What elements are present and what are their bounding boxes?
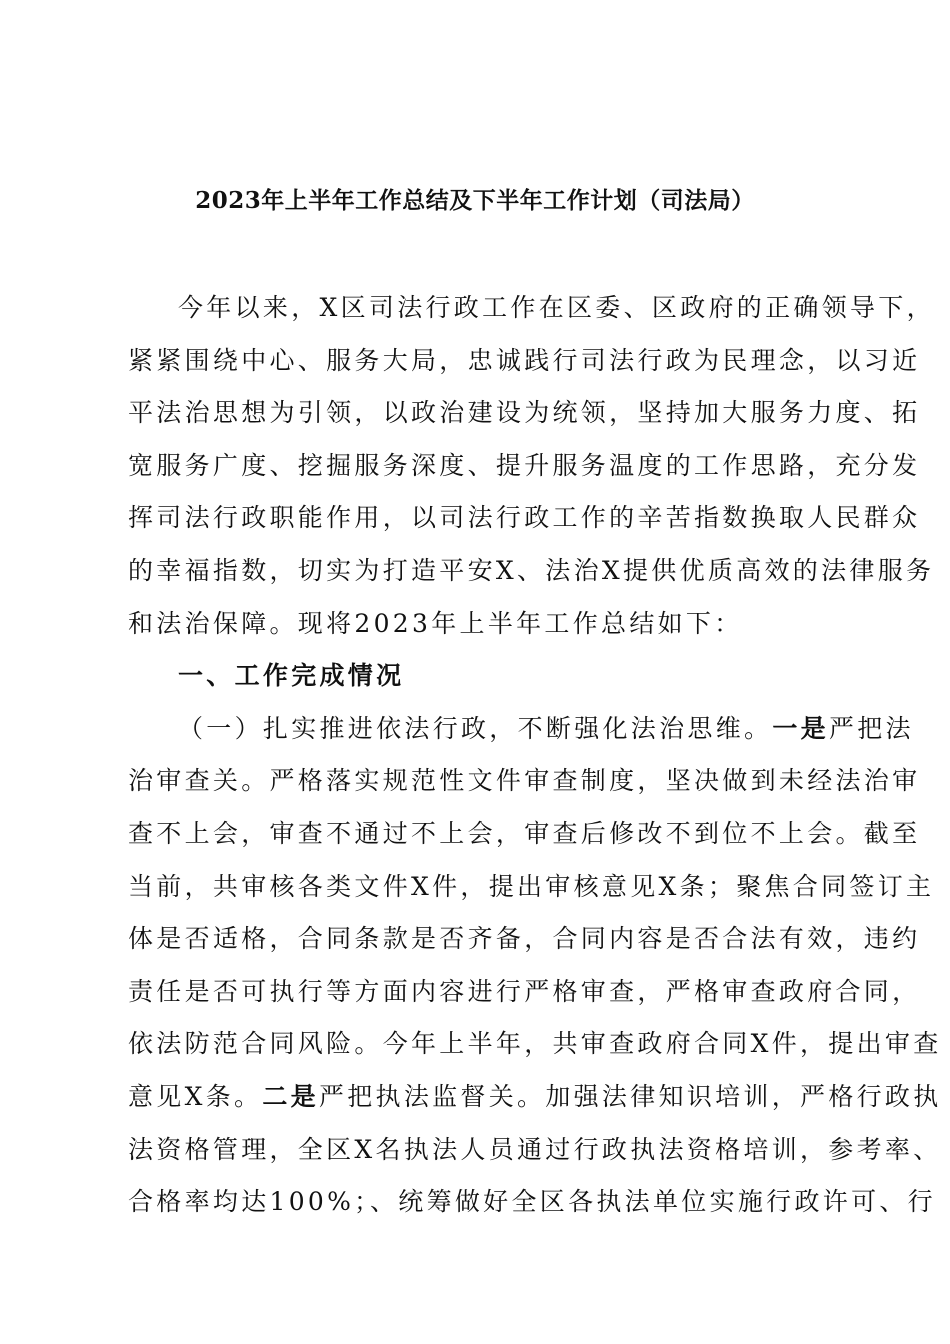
text-run: 严把执法监督关。加强法律知识培训，严格行政执 bbox=[318, 1081, 942, 1111]
text-line bbox=[128, 703, 914, 756]
text-run: 严把法 bbox=[828, 713, 914, 743]
text-run: 意见X条。 bbox=[128, 1081, 263, 1111]
section-heading: 一、工作完成情况 bbox=[178, 661, 405, 691]
text-line: 平法治思想为引领，以政治建设为统领，坚持加大服务力度、拓 bbox=[128, 398, 921, 428]
text-line: 宽服务广度、挖掘服务深度、提升服务温度的工作思路，充分发 bbox=[128, 450, 921, 480]
paragraph-intro bbox=[128, 282, 942, 1229]
text-line: 当前，共审核各类文件X件，提出审核意见X条；聚焦合同签订主 bbox=[128, 871, 935, 901]
emphasis-marker: 一是 bbox=[772, 713, 829, 743]
text-line: 挥司法行政职能作用，以司法行政工作的辛苦指数换取人民群众 bbox=[128, 503, 921, 533]
text-line: 责任是否可执行等方面内容进行严格审查，严格审查政府合同， bbox=[128, 976, 921, 1006]
text-line bbox=[128, 1071, 942, 1124]
text-line: 体是否适格，合同条款是否齐备，合同内容是否合法有效，违约 bbox=[128, 924, 921, 954]
document-title: 2023年上半年工作总结及下半年工作计划（司法局） bbox=[195, 187, 755, 214]
text-line: 的幸福指数，切实为打造平安X、法治X提供优质高效的法律服务 bbox=[128, 555, 935, 585]
text-run: （一）扎实推进依法行政，不断强化法治思维。 bbox=[178, 713, 773, 743]
text-line: 紧紧围绕中心、服务大局，忠诚践行司法行政为民理念，以习近 bbox=[128, 345, 921, 375]
text-line: 法资格管理，全区X名执法人员通过行政执法资格培训，参考率、 bbox=[128, 1134, 942, 1164]
text-line: 今年以来，X区司法行政工作在区委、区政府的正确领导下， bbox=[178, 293, 935, 322]
text-line: 和法治保障。现将2023年上半年工作总结如下： bbox=[128, 608, 743, 638]
text-line: 依法防范合同风险。今年上半年，共审查政府合同X件，提出审查 bbox=[128, 1029, 942, 1059]
text-line: 合格率均达100%；、统筹做好全区各执法单位实施行政许可、行 bbox=[128, 1187, 936, 1217]
text-line: 治审查关。严格落实规范性文件审查制度，坚决做到未经法治审 bbox=[128, 766, 921, 796]
text-line: 查不上会，审查不通过不上会，审查后修改不到位不上会。截至 bbox=[128, 818, 921, 848]
emphasis-marker: 二是 bbox=[262, 1081, 319, 1111]
